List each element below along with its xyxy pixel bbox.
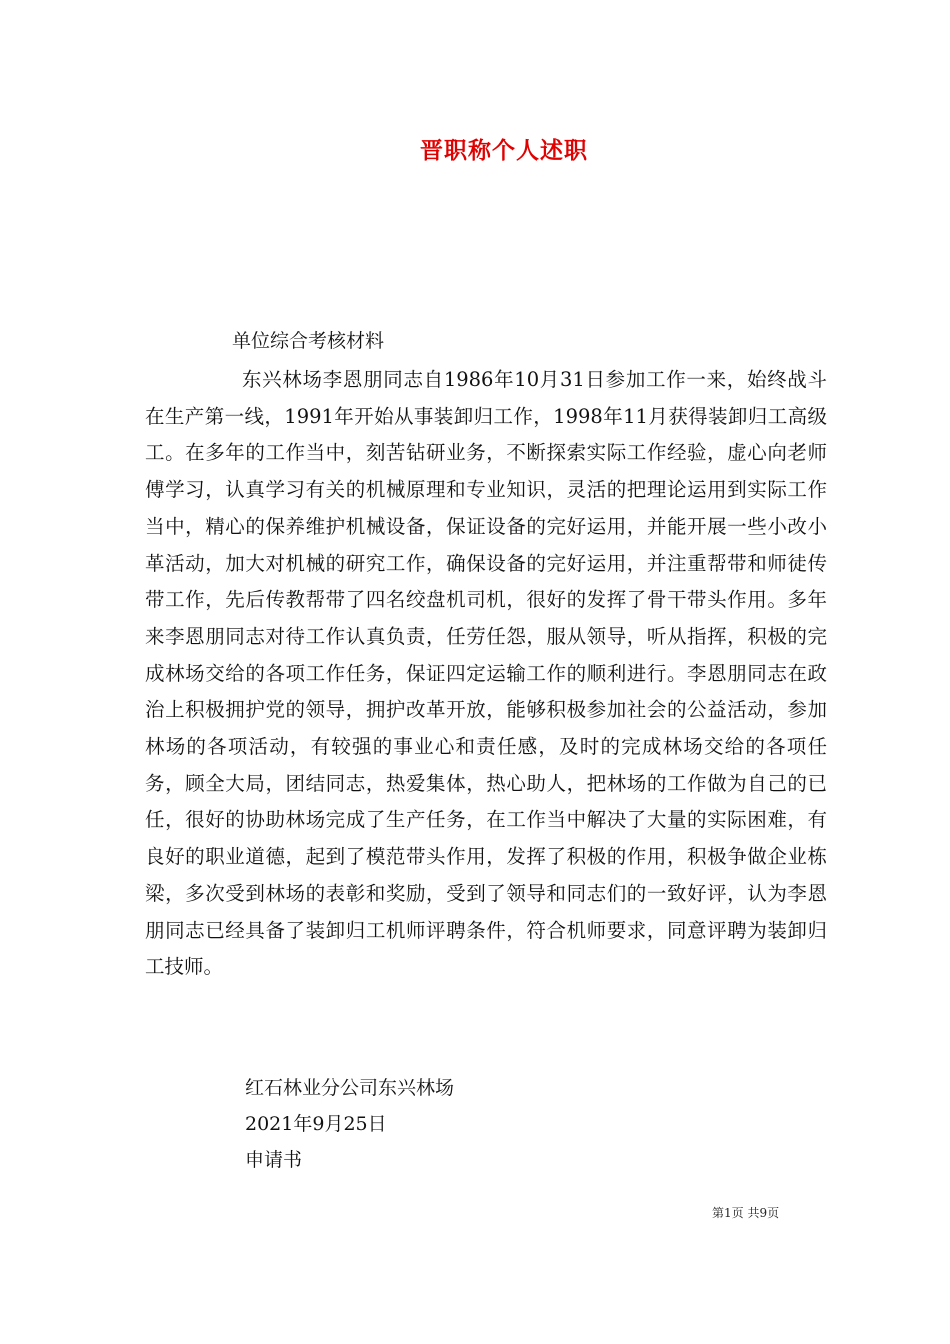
signature-date: 2021年9月25日 <box>245 1113 387 1135</box>
document-title: 晋职称个人述职 <box>420 138 588 164</box>
next-section-heading: 申请书 <box>245 1149 303 1171</box>
section-heading: 单位综合考核材料 <box>232 330 385 352</box>
body-paragraph: 东兴林场李恩朋同志自1986年10月31日参加工作一来，始终战斗在生产第一线，1991年开始从事装卸归工作，1998年11月获得装卸归工高级工。在多年的工作当中，刻苦钻研业务，不断探索实际工作经验，虚心向老师傅学习，认真学习有关的机械原理和专业知识，灵活的把理论运用到实际工作当中，精心的保养维护机械设备，保证设备的完好运用，并能开展一些小改小革活动，加大对机械的研究工作，确保设备的完好运用，并注重帮带和师徒传带工作，先后传教帮带了四名绞盘机司机，很好的发挥了骨干带头作用。多年来李恩朋同志对待工作认真负责，任劳任怨，服从领导，听从指挥，积极的完成林场交给的各项工作任务，保证四定运输工作的顺利进行。李恩朋同志在政治上积极拥护党的领导，拥护改革开放，能够积极参加社会的公益活动，参加林场的各项活动，有较强的事业心和责任感，及时的完成林场交给的各项任务，顾全大局，团结同志，热爱集体，热心助人，把林场的工作做为自己的已任，很好的协助林场完成了生产任务，在工作当中解决了大量的实际困难，有良好的职业道德，起到了模范带头作用，发挥了积极的作用，积极争做企业栋梁，多次受到林场的表彰和奖励，受到了领导和同志们的一致好评，认为李恩朋同志已经具备了装卸归工机师评聘条件，符合机师要求，同意评聘为装卸归工技师。 <box>145 368 827 979</box>
page-footer: 第1页 共9页 <box>712 1206 780 1220</box>
signature-organization: 红石林业分公司东兴林场 <box>245 1077 455 1099</box>
